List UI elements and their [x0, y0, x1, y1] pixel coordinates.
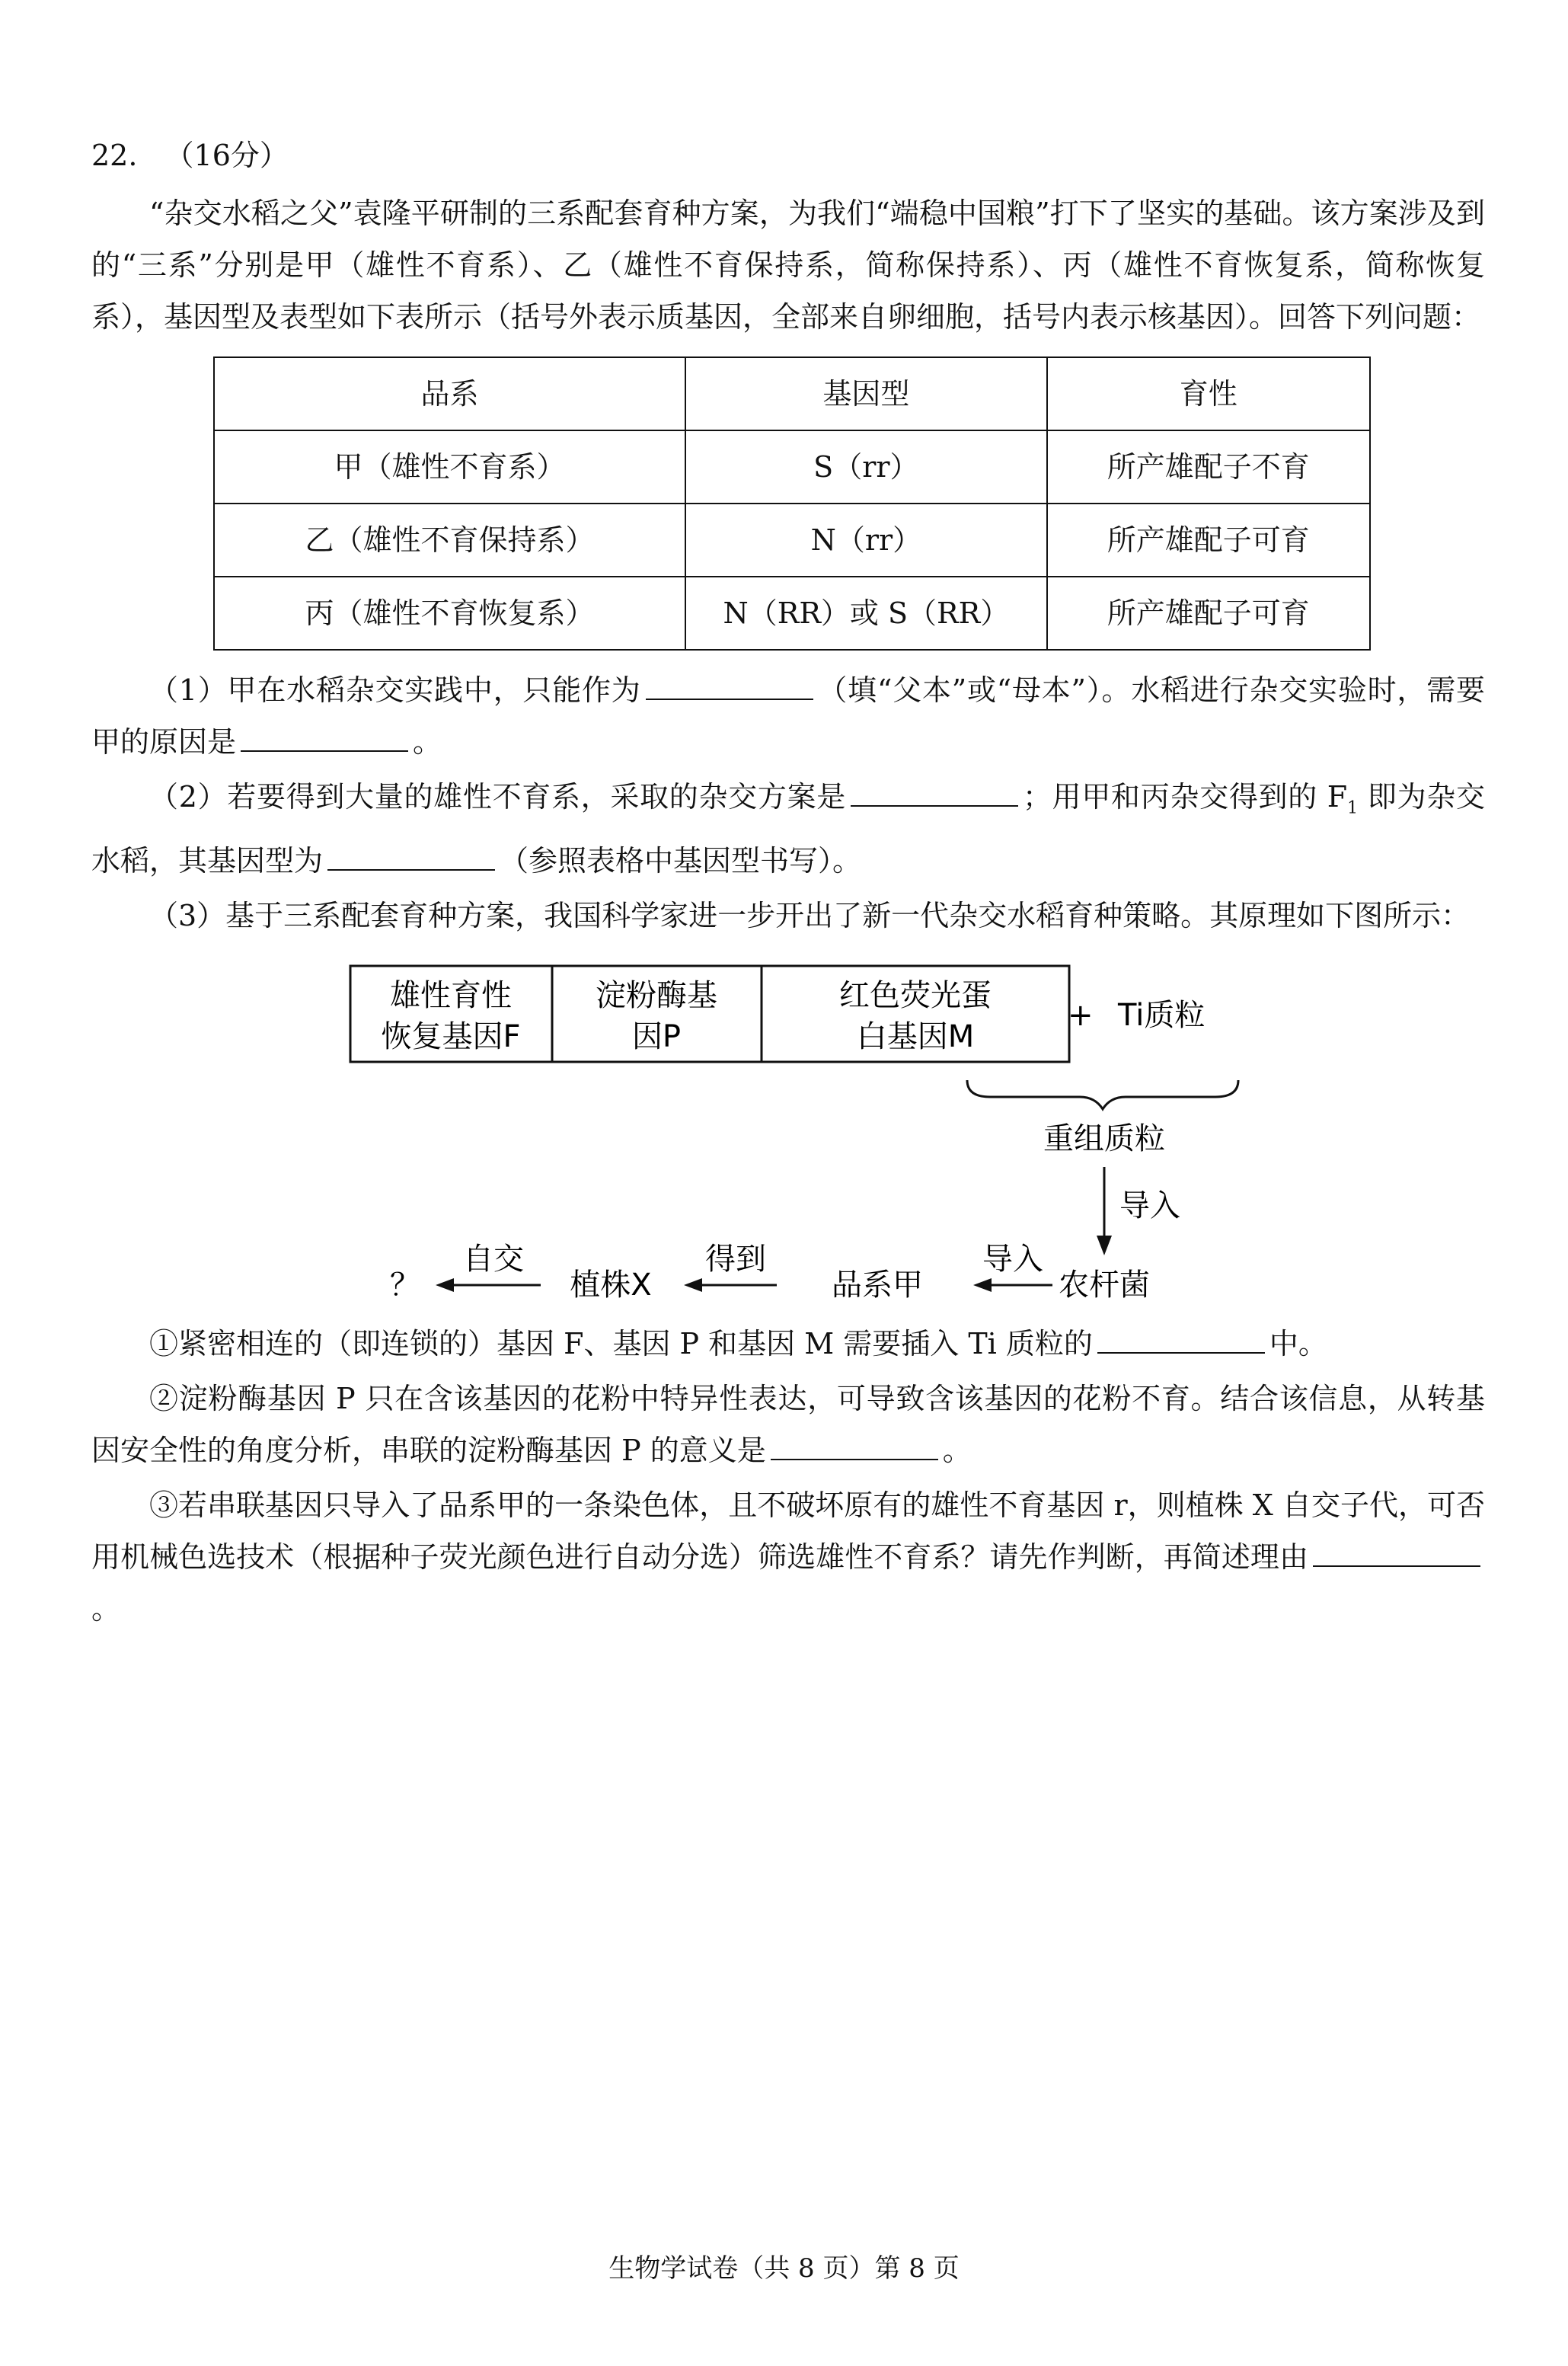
- table-cell: N（RR）或 S（RR）: [685, 577, 1046, 650]
- brace-icon: [967, 1080, 1238, 1109]
- q1-text-c: 。: [413, 725, 442, 759]
- sub-question-3-1: [91, 1318, 1485, 1370]
- arrow-down-icon: [1097, 1236, 1112, 1255]
- table-row: [214, 504, 1370, 577]
- answer-blank[interactable]: [1097, 1329, 1265, 1354]
- q3-2-text-a: ②淀粉酶基因 P 只在含该基因的花粉中特异性表达，可导致含该基因的花粉不育。结合该信息，从转基因安全性的角度分析，串联的淀粉酶基因 P 的意义是: [91, 1381, 1485, 1467]
- table-header-cell: 基因型: [685, 357, 1046, 430]
- sub-question-2: [91, 771, 1485, 887]
- question-score: （16分）: [164, 139, 289, 172]
- sub-question-1: [91, 664, 1485, 768]
- box2-line2: 因P: [631, 1018, 682, 1054]
- answer-blank[interactable]: [241, 727, 408, 752]
- table-cell: 所产雄配子不育: [1047, 430, 1370, 504]
- subscript: 1: [1347, 798, 1359, 818]
- sub-question-3-intro: （3）基于三系配套育种方案，我国科学家进一步开出了新一代杂交水稻育种策略。其原理如下图所示：: [149, 898, 1471, 932]
- table-cell: 所产雄配子可育: [1047, 504, 1370, 577]
- ti-plasmid-label: Ti质粒: [1118, 997, 1206, 1033]
- plant-x-label: 植株X: [570, 1267, 652, 1303]
- q2-text-c: 即为杂交水稻，其基因型为: [91, 780, 1485, 878]
- box3-line1: 红色荧光蛋: [839, 977, 992, 1013]
- q3-1-text-a: ①紧密相连的（即连锁的）基因 F、基因 P 和基因 M 需要插入 Ti 质粒的: [149, 1326, 1093, 1360]
- page-footer: 生物学试卷（共 8 页）第 8 页: [608, 2253, 960, 2284]
- q3-3-text-b: 。: [91, 1591, 121, 1626]
- arrow-left-icon: [973, 1278, 992, 1292]
- answer-blank[interactable]: [327, 846, 495, 871]
- q3-3-text-a: ③若串联基因只导入了品系甲的一条染色体，且不破坏原有的雄性不育基因 r，则植株 X 自交子代，可否用机械色选技术（根据种子荧光颜色进行自动分选）筛选雄性不育系？请先作判断，再简述理由: [91, 1488, 1485, 1574]
- line-jia-label: 品系甲: [832, 1267, 923, 1303]
- q2-text-a: （2）若要得到大量的雄性不育系，采取的杂交方案是: [149, 780, 846, 814]
- question-number: 22.: [91, 139, 138, 172]
- table-header-row: [214, 357, 1370, 430]
- table-cell: 丙（雄性不育恢复系）: [214, 577, 685, 650]
- import-down-label: 导入: [1119, 1188, 1180, 1223]
- breeding-diagram: [91, 952, 1485, 1310]
- box1-line1: 雄性育性: [390, 977, 512, 1013]
- q1-text-b: （填“父本”或“母本”）。水稻进行杂交实验时，需要甲的原因是: [91, 673, 1485, 759]
- question-22: [91, 129, 1485, 1638]
- question-intro: “杂交水稻之父”袁隆平研制的三系配套育种方案，为我们“端稳中国粮”打下了坚实的基础。该方案涉及到的“三系”分别是甲（雄性不育系）、乙（雄性不育保持系，简称保持系）、丙（雄性不育恢复系，简称恢复系），基因型及表型如下表所示（括号外表示质基因，全部来自卵细胞，括号内表示核基因）。回答下列问题：: [91, 197, 1485, 334]
- plus-sign: +: [1068, 997, 1094, 1033]
- table-cell: S（rr）: [685, 430, 1046, 504]
- q3-1-text-b: 中。: [1269, 1326, 1327, 1360]
- box2-line1: 淀粉酶基: [596, 977, 717, 1013]
- table-row: [214, 430, 1370, 504]
- selfing-label: 自交: [463, 1241, 524, 1277]
- box3-line2: 白基因M: [856, 1018, 975, 1054]
- table-cell: 乙（雄性不育保持系）: [214, 504, 685, 577]
- box1-line2: 恢复基因F: [381, 1018, 521, 1054]
- import-left-label: 导入: [982, 1241, 1043, 1277]
- q2-text-d: （参照表格中基因型书写）。: [500, 843, 862, 878]
- question-header: [91, 129, 1485, 181]
- diagram-svg: [91, 952, 1485, 1310]
- q3-2-text-b: 。: [942, 1433, 972, 1467]
- table-header-cell: 品系: [214, 357, 685, 430]
- unknown-offspring-label: ？: [390, 1267, 420, 1303]
- sub-question-3-3: [91, 1479, 1485, 1635]
- table-cell: 所产雄配子可育: [1047, 577, 1370, 650]
- arrow-left-icon: [436, 1278, 454, 1292]
- answer-blank[interactable]: [771, 1436, 938, 1460]
- table-row: [214, 577, 1370, 650]
- table-header-cell: 育性: [1047, 357, 1370, 430]
- table-cell: 甲（雄性不育系）: [214, 430, 685, 504]
- sub-question-3-2: [91, 1373, 1485, 1476]
- genotype-table: [213, 356, 1371, 651]
- agrobacterium-label: 农杆菌: [1059, 1267, 1150, 1303]
- arrow-left-icon: [684, 1278, 702, 1292]
- answer-blank[interactable]: [851, 782, 1018, 807]
- table-cell: N（rr）: [685, 504, 1046, 577]
- answer-blank[interactable]: [1313, 1543, 1480, 1567]
- q2-text-b: ；用甲和丙杂交得到的 F: [1022, 780, 1348, 814]
- recombinant-plasmid-label: 重组质粒: [1043, 1121, 1165, 1156]
- q1-text-a: （1）甲在水稻杂交实践中，只能作为: [149, 673, 641, 707]
- answer-blank[interactable]: [646, 676, 813, 700]
- obtain-label: 得到: [705, 1241, 766, 1277]
